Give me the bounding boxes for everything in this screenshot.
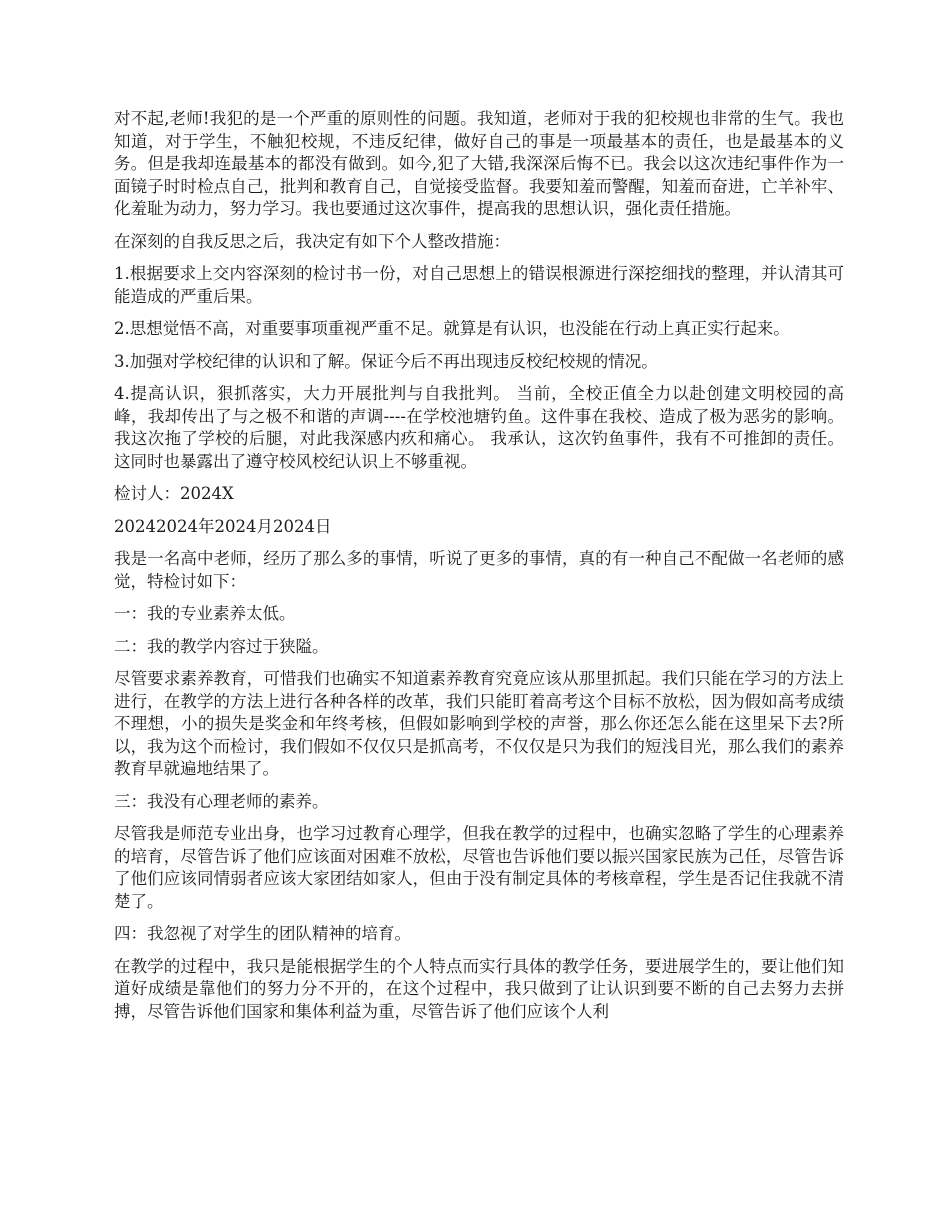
paragraph-point-2-body: 尽管要求素养教育，可惜我们也确实不知道素养教育究竟应该从那里抓起。我们只能在学习的方法上进行，在教学的方法上进行各种各样的改革，我们只能盯着高考这个目标不放松，因为假如高考成绩不理想，小的损失是奖金和年终考核，但假如影响到学校的声誉，那么你还怎么能在这里呆下去?所以，我为这个而检讨，我们假如不仅仅只是抓高考，不仅仅是只为我们的短浅目光，那么我们的素养教育早就遍地结果了。 xyxy=(114,669,844,778)
heading-point-4: 四：我忽视了对学生的团队精神的培育。 xyxy=(114,924,411,943)
list-item-measure-2: 2.思想觉悟不高，对重要事项重视严重不足。就算是有认识，也没能在行动上真正实行起来。 xyxy=(114,319,790,338)
heading-point-1: 一：我的专业素养太低。 xyxy=(114,604,296,623)
signature-line: 检讨人：2024X xyxy=(114,484,234,503)
heading-point-2: 二：我的教学内容过于狭隘。 xyxy=(114,636,329,656)
document-body xyxy=(114,108,844,1033)
paragraph-teacher-intro: 我是一名高中老师，经历了那么多的事情，听说了更多的事情，真的有一种自己不配做一名老师的感觉，特检讨如下： xyxy=(114,549,844,591)
paragraph-apology: 对不起,老师!我犯的是一个严重的原则性的问题。我知道，老师对于我的犯校规也非常的生气。我也知道，对于学生，不触犯校规，不违反纪律，做好自己的事是一项最基本的责任，也是最基本的义务。但是我却连最基本的都没有做到。如今,犯了大错,我深深后悔不已。我会以这次违纪事件作为一面镜子时时检点自己，批判和教育自己，自觉接受监督。我要知羞而警醒，知羞而奋进，亡羊补牢、化羞耻为动力，努力学习。我也要通过这次事件，提高我的思想认识，强化责任措施。 xyxy=(114,109,844,218)
paragraph-point-3-body: 尽管我是师范专业出身，也学习过教育心理学，但我在教学的过程中，也确实忽略了学生的心理素养的培育，尽管告诉了他们应该面对困难不放松，尽管也告诉他们要以振兴国家民族为己任，尽管告诉了他们应该同情弱者应该大家团结如家人，但由于没有制定具体的考核章程，学生是否记住我就不清楚了。 xyxy=(114,824,844,911)
heading-point-3: 三：我没有心理老师的素养。 xyxy=(114,791,329,811)
paragraph-point-4-body: 在教学的过程中，我只是能根据学生的个人特点而实行具体的教学任务，要进展学生的，要让他们知道好成绩是靠他们的努力分不开的，在这个过程中，我只做到了让认识到要不断的自己去努力去拼搏，尽管告诉他们国家和集体利益为重，尽管告诉了他们应该个人利 xyxy=(114,956,844,1021)
list-item-measure-1: 1.根据要求上交内容深刻的检讨书一份，对自己思想上的错误根源进行深挖细找的整理，并认清其可能造成的严重后果。 xyxy=(114,264,844,306)
paragraph-rectification-intro: 在深刻的自我反思之后，我决定有如下个人整改措施： xyxy=(114,231,510,251)
date-line: 20242024年2024月2024日 xyxy=(114,516,332,536)
list-item-measure-4: 4.提高认识，狠抓落实，大力开展批判与自我批判。 当前，全校正值全力以赴创建文明校园的高峰，我却传出了与之极不和谐的声调----在学校池塘钓鱼。这件事在我校、造成了极为恶劣的影响。我这次拖了学校的后腿，对此我深感内疚和痛心。 我承认，这次钓鱼事件，我有不可推卸的责任。 这同时也暴露出了遵守校风校纪认识上不够重视。 xyxy=(114,384,844,471)
list-item-measure-3: 3.加强对学校纪律的认识和了解。保证今后不再出现违反校纪校规的情况。 xyxy=(114,351,658,371)
